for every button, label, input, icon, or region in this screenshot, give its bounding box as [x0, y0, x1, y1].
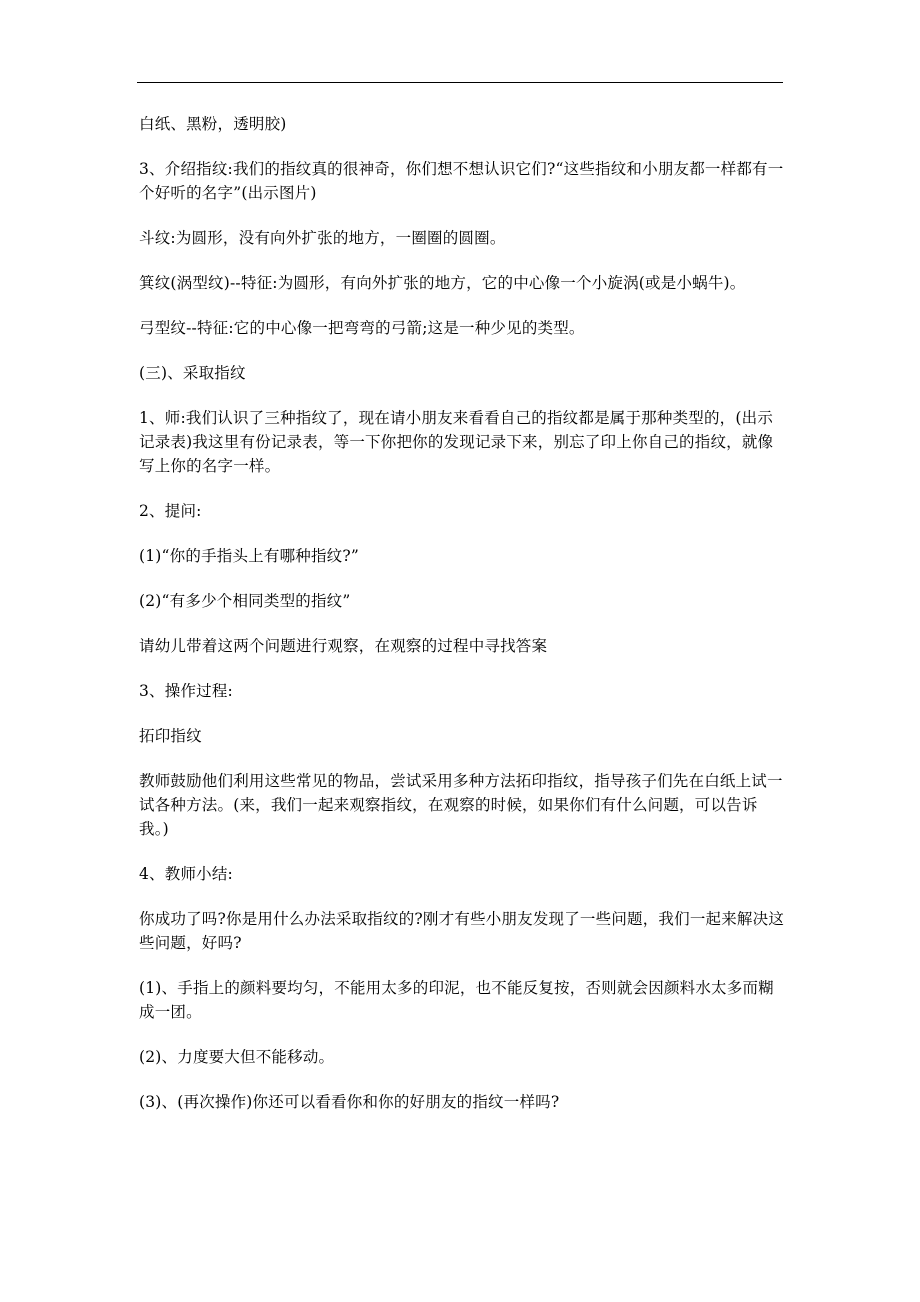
document-body [139, 112, 785, 1135]
header-rule [137, 82, 783, 83]
paragraph-whorl: 斗纹:为圆形，没有向外扩张的地方，一圈圈的圆圈。 [139, 229, 506, 247]
paragraph-loop: 箕纹(涡型纹)--特征:为圆形，有向外扩张的地方，它的中心像一个小旋涡(或是小蜗牛)。 [139, 274, 746, 292]
paragraph-tip-2: (2)、力度要大但不能移动。 [139, 1048, 335, 1066]
paragraph-teacher-record: 1、师:我们认识了三种指纹了，现在请小朋友来看看自己的指纹都是属于那种类型的，(出示记录表)我这里有份记录表，等一下你把你的发现记录下来，别忘了印上你自己的指纹，就像写上你的名字一样。 [139, 409, 774, 475]
paragraph-rubbing: 拓印指纹 [139, 727, 202, 745]
paragraph-arch: 弓型纹--特征:它的中心像一把弯弯的弓箭;这是一种少见的类型。 [139, 319, 585, 337]
section-heading-collect: (三)、采取指纹 [139, 364, 246, 382]
paragraph-question-1: (1)“你的手指头上有哪种指纹?” [139, 547, 360, 565]
paragraph-tip-1: (1)、手指上的颜料要均匀，不能用太多的印泥，也不能反复按，否则就会因颜料水太多而糊成一团。 [139, 979, 774, 1021]
paragraph-teacher-encourage: 教师鼓励他们利用这些常见的物品，尝试采用多种方法拓印指纹，指导孩子们先在白纸上试一试各种方法。(来，我们一起来观察指纹，在观察的时候，如果你们有什么问题，可以告诉我。) [139, 772, 783, 838]
paragraph-procedure-heading: 3、操作过程: [139, 682, 233, 700]
paragraph-summary-question: 你成功了吗?你是用什么办法采取指纹的?刚才有些小朋友发现了一些问题，我们一起来解决这些问题，好吗? [139, 910, 785, 952]
paragraph-question-2: (2)“有多少个相同类型的指纹” [139, 592, 351, 610]
paragraph-materials: 白纸、黑粉，透明胶) [139, 115, 287, 133]
paragraph-summary-heading: 4、教师小结: [139, 865, 233, 883]
paragraph-observe: 请幼儿带着这两个问题进行观察，在观察的过程中寻找答案 [139, 637, 548, 655]
paragraph-intro-fingerprints: 3、介绍指纹:我们的指纹真的很神奇，你们想不想认识它们?“这些指纹和小朋友都一样都有一个好听的名字”(出示图片) [139, 160, 784, 202]
paragraph-questions-heading: 2、提问: [139, 502, 202, 520]
paragraph-tip-3: (3)、(再次操作)你还可以看看你和你的好朋友的指纹一样吗? [139, 1093, 560, 1111]
